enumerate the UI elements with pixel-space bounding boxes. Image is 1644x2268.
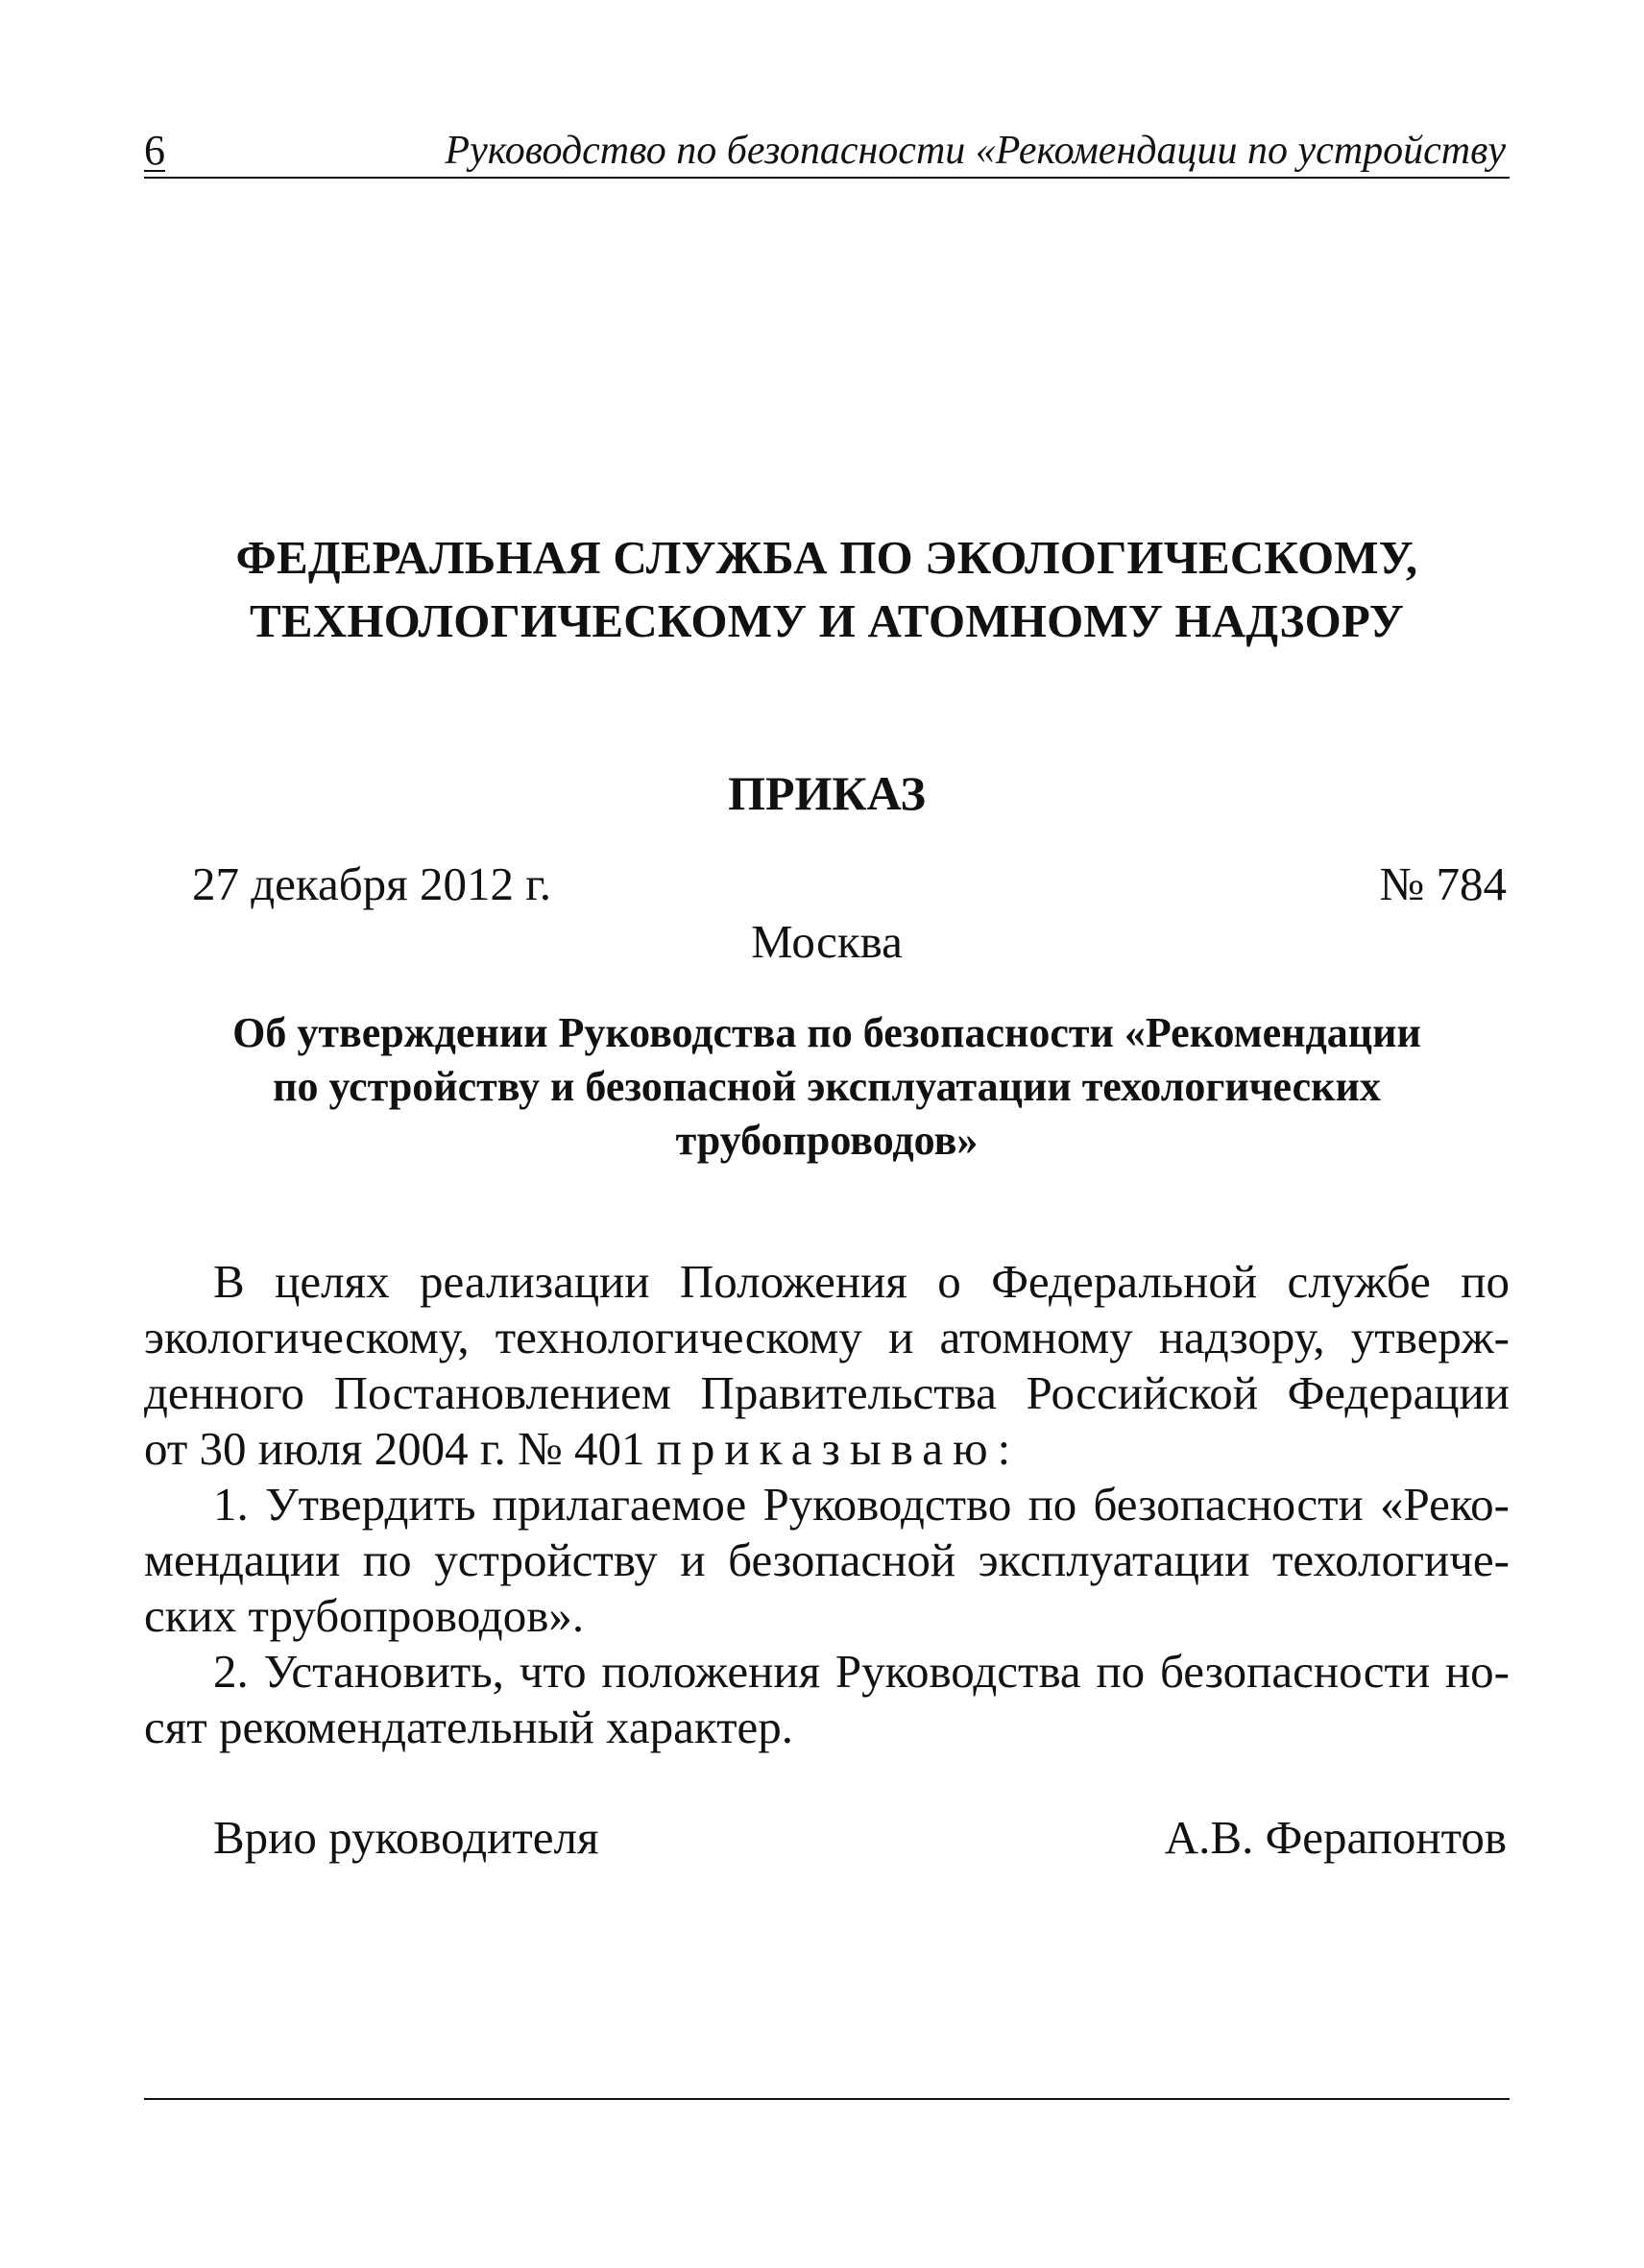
subject-line-1: Об утверждении Руководства по безопасности «Рекомендации <box>232 1009 1421 1056</box>
body-line: мендации по устройству и безопасной эксплуатации техологиче- <box>144 1533 1510 1586</box>
body-line: сят рекомендательный характер. <box>144 1701 793 1753</box>
document-date: 27 декабря 2012 г. <box>192 857 552 910</box>
document-city: Москва <box>751 915 903 968</box>
document-subject <box>144 1006 1510 1168</box>
document-type: ПРИКАЗ <box>728 766 926 820</box>
order-keyword: приказываю: <box>656 1422 1021 1475</box>
running-header-title: Руководство по безопасности «Рекомендации по устройству <box>445 129 1506 173</box>
body-line: денного Постановлением Правительства Российской Федерации <box>144 1366 1510 1419</box>
body-line: ских трубопроводов». <box>144 1589 585 1642</box>
signatory-role: Врио руководителя <box>213 1811 599 1864</box>
body-line: экологическому, технологическому и атомному надзору, утверж- <box>144 1311 1510 1363</box>
agency-line-2: ТЕХНОЛОГИЧЕСКОМУ И АТОМНОМУ НАДЗОРУ <box>250 594 1404 647</box>
document-number: № 784 <box>1379 857 1507 910</box>
body-line: 2. Установить, что положения Руководства по безопасности но- <box>213 1645 1510 1698</box>
body-line: В целях реализации Положения о Федеральной службе по <box>213 1255 1510 1308</box>
agency-line-1: ФЕДЕРАЛЬНАЯ СЛУЖБА ПО ЭКОЛОГИЧЕСКОМУ, <box>235 531 1418 584</box>
header-rule <box>144 177 1510 179</box>
signatory-name: А.В. Ферапонтов <box>1164 1811 1507 1864</box>
body-line: 1. Утвердить прилагаемое Руководство по безопасности «Реко- <box>213 1478 1510 1531</box>
body-line <box>144 1421 1510 1477</box>
body-line-start: от 30 июля 2004 г. № 401 <box>144 1422 645 1475</box>
subject-line-3: трубопроводов» <box>675 1117 979 1164</box>
document-body <box>144 1254 1510 1755</box>
agency-name <box>144 526 1510 653</box>
page-number: 6 <box>144 127 165 174</box>
subject-line-2: по устройству и безопасной эксплуатации техологических <box>273 1063 1381 1110</box>
footer-rule <box>144 2098 1510 2100</box>
